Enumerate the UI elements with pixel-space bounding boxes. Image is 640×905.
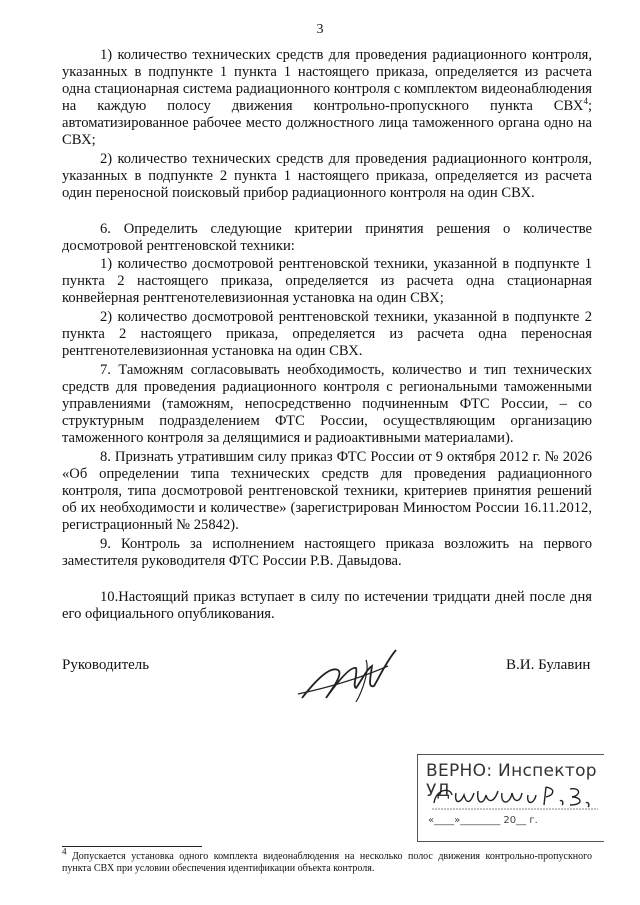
footnote-mark: 4 <box>62 846 67 857</box>
footnote-text: Допускается установка одного комплекта видеонаблюдения на несколько полос движения контрольно-пропускного пункта СВХ при условии обеспечения идентификации объекта контроля. <box>62 851 593 874</box>
paragraph-6: 6. Определить следующие критерии принятия решения о количестве досмотровой рентгеновской техники: <box>62 221 592 254</box>
page-number: 3 <box>316 22 324 37</box>
signatory-position: Руководитель <box>62 657 150 673</box>
footnote <box>62 846 593 875</box>
signatory-name: В.И. Булавин <box>506 657 591 673</box>
footnote-ref: 4 <box>583 96 588 107</box>
stamp-handwriting-image <box>430 781 600 815</box>
certification-stamp <box>417 754 604 842</box>
paragraph-10: 10.Настоящий приказ вступает в силу по истечении тридцати дней после дня его официального опубликования. <box>62 589 592 622</box>
paragraph-5-2: 2) количество технических средств для проведения радиационного контроля, указанных в подпункте 2 пункта 1 настоящего приказа, определяется из расчета один переносной поисковый прибор радиационного контроля на один СВХ. <box>62 151 592 201</box>
stamp-date-line: «____»________ 20__ г. <box>428 815 538 826</box>
signature-image <box>296 640 406 710</box>
paragraph-text: 1) количество технических средств для проведения радиационного контроля, указанных в подпункте 1 пункта 1 настоящего приказа, определяется из расчета одна стационарная система радиационного контроля с комплектом видеонаблюдения на каждую полосу движения контрольно-пропускного пункта СВХ <box>62 47 592 114</box>
stamp-title: ВЕРНО: Инспектор УД <box>426 761 597 801</box>
paragraph-9: 9. Контроль за исполнением настоящего приказа возложить на первого заместителя руководителя ФТС России Р.В. Давыдова. <box>62 536 592 569</box>
paragraph-6-2: 2) количество досмотровой рентгеновской техники, указанной в подпункте 2 пункта 2 настоящего приказа, определяется из расчета одна переносная рентгенотелевизионная установка на один СВХ. <box>62 309 592 359</box>
paragraph-6-1: 1) количество досмотровой рентгеновской техники, указанной в подпункте 1 пункта 2 настоящего приказа, определяется из расчета одна стационарная конвейерная рентгенотелевизионная установка на один СВХ; <box>62 256 592 306</box>
paragraph-7: 7. Таможням согласовывать необходимость, количество и тип технических средств для проведения радиационного контроля с региональными таможенными управлениями (таможням, непосредственно подчиненным ФТС России, – со структурным подразделением ФТС России, осуществляющим организацию таможенного контроля за делящимися и радиоактивными материалами). <box>62 362 592 446</box>
footnote-divider <box>62 846 202 847</box>
paragraph-5-1 <box>62 47 592 149</box>
paragraph-text: ; автоматизированное рабочее место должностного лица таможенного органа одно на СВХ; <box>62 98 592 148</box>
paragraph-8: 8. Признать утратившим силу приказ ФТС России от 9 октября 2012 г. № 2026 «Об определении типа технических средств для проведения радиационного контроля, типа досмотровой рентгеновской техники, критериев принятия решений об их необходимости и количестве» (зарегистрирован Минюстом России 16.11.2012, регистрационный № 25842). <box>62 449 592 533</box>
